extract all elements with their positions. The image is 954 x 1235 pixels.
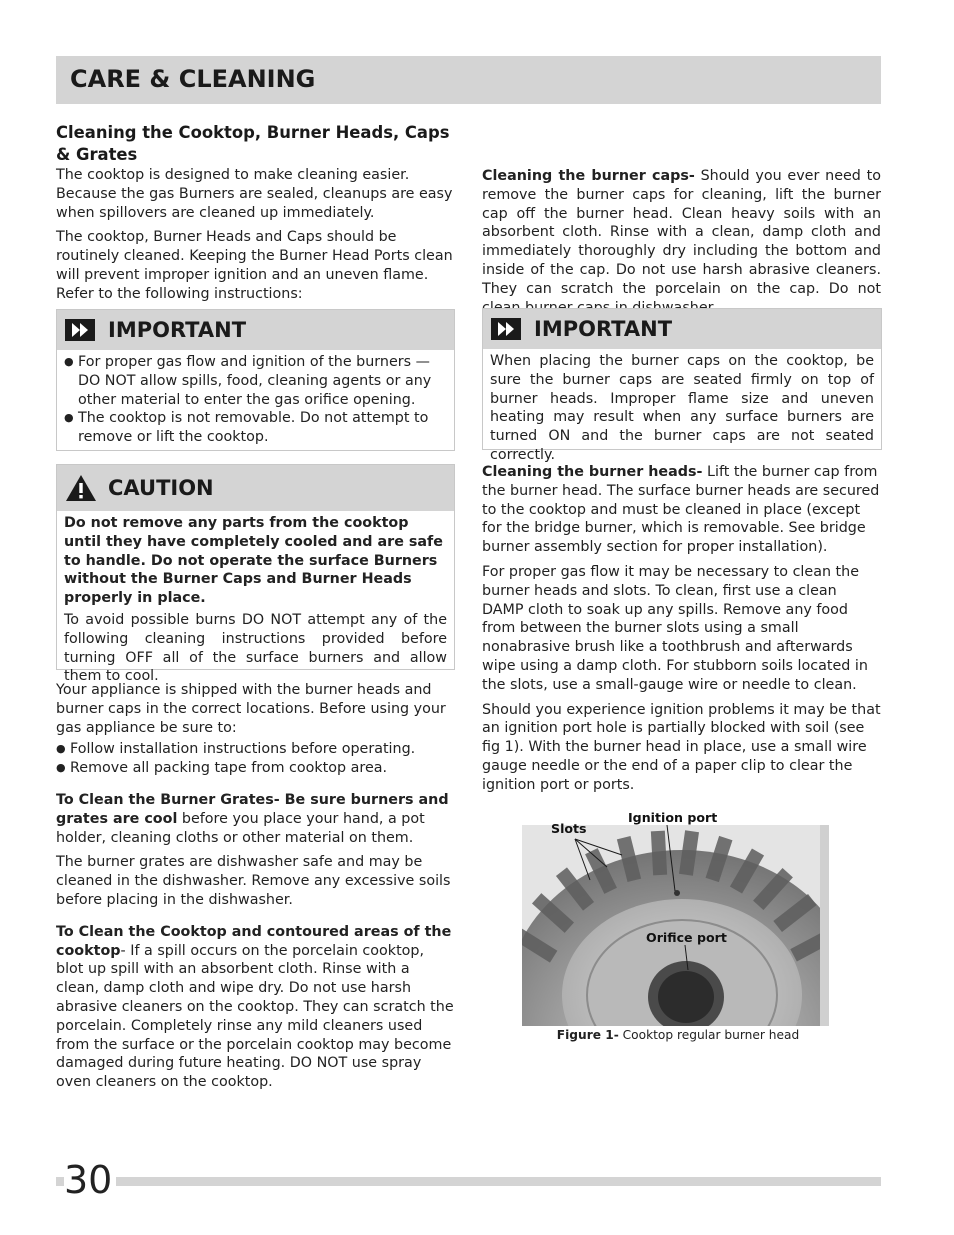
page-title: CARE & CLEANING bbox=[70, 65, 316, 93]
important-bullet-1: ● For proper gas flow and ignition of the burners — DO NOT allow spills, food, cleaning agents or any other material to enter the gas orifice opening. bbox=[64, 353, 447, 409]
ignition-port-label: Ignition port bbox=[628, 810, 718, 825]
caps-text: Should you ever need to remove the burner caps for cleaning, lift the burner cap off the burner head. Clean heavy soils with an absorbent cloth. Rinse with a clean, damp cloth and immediately thoroughly dry including the bottom and inside of the cap. Do not use harsh abrasive cleaners. They can scratch the porcelain on the cap. Do not bbox=[482, 168, 882, 297]
figure-caption-text: Cooktop regular burner head bbox=[618, 1028, 800, 1042]
important-box-right bbox=[482, 308, 882, 463]
arrow-right-icon bbox=[65, 319, 95, 341]
section-title: Cleaning the Cooktop, Burner Heads, Caps & Grates bbox=[56, 123, 450, 164]
shipped-bullet-2: ● Remove all packing tape from cooktop area. bbox=[56, 759, 454, 778]
left-intro bbox=[56, 122, 454, 304]
caps-bold: Cleaning the burner caps- bbox=[482, 168, 695, 184]
important-header bbox=[57, 310, 454, 350]
important-header bbox=[483, 309, 881, 349]
important-label: IMPORTANT bbox=[108, 318, 247, 342]
grates-bold: To Clean the Burner Grates- Be sure burners and grates are cool bbox=[56, 791, 449, 827]
arrow-right-icon bbox=[491, 318, 521, 340]
caps-paragraph bbox=[482, 167, 881, 317]
important-label: IMPORTANT bbox=[534, 317, 673, 341]
heads-paragraph bbox=[482, 463, 881, 557]
important-body bbox=[57, 350, 454, 451]
footer-bar bbox=[56, 1177, 881, 1186]
grates-paragraph-2: The burner grates are dishwasher safe and may be cleaned in the dishwasher. Remove any excessive soils before placing in the dishwasher. bbox=[56, 854, 451, 908]
gasflow-paragraph: For proper gas flow it may be necessary to clean the burner heads and slots. To clean, first use a clean DAMP cloth to soak up any spills. Remove any food from between the burner slots using a small nonabrasive brush like a toothbrush and afterwards wipe using a damp cloth. For stubborn soils located in the slots, use a small-gauge wire or needle to clean. bbox=[482, 563, 868, 693]
important-body bbox=[483, 349, 881, 469]
caution-bold-text: Do not remove any parts from the cooktop until they have completely cooled and are safe to handle. Do not operate the surface Burners without the Burner Caps and Burner Heads properly in place. bbox=[64, 515, 443, 607]
grates-paragraph bbox=[56, 791, 454, 847]
cooktop-bold: To Clean the Cooktop and contoured areas of the cooktop bbox=[56, 923, 452, 959]
cooktop-text: - If a spill occurs on the porcelain cooktop, blot up spill with an absorbent cloth. Rinse with a clean, damp cloth and wipe dry. Do not use harsh abrasive cleaners on the cooktop. They can scratch the porcelain. Completely rinse any mild cleaners used from the surface or the porcelain cooktop may become damaged during future heating. DO NOT use spray oven cleaners on the cooktop. bbox=[56, 942, 454, 1091]
intro-paragraph-2: The cooktop, Burner Heads and Caps should be routinely cleaned. Keeping the Burner Head Ports clean will prevent improper ignition and an uneven flame. Refer to the following instructions: bbox=[56, 229, 453, 302]
caution-text: To avoid possible burns DO NOT attempt any of the following cleaning instructions provided before turning OFF all of the surface burners and allow them to cool. bbox=[64, 611, 447, 685]
burner-head-illustration bbox=[522, 825, 829, 1026]
grates-text: before you place your hand, a pot holder, cleaning cloths or other material on them. bbox=[56, 810, 425, 846]
ignition-paragraph: Should you experience ignition problems it may be that an ignition port hole is partially blocked with soil (see fig 1). With the burner head in place, use a small wire gauge needle or the end of a paper clip to clear the ignition port or ports. bbox=[482, 701, 881, 793]
orifice-port-label: Orifice port bbox=[646, 930, 727, 945]
right-caps bbox=[482, 167, 881, 317]
caution-label: CAUTION bbox=[108, 476, 214, 500]
caution-header bbox=[57, 465, 454, 511]
caution-box bbox=[56, 464, 455, 685]
header-banner bbox=[56, 56, 881, 104]
heads-text: Lift the burner cap from the burner head. The surface burner heads are secured to the cooktop and must be cleaned in place (except for the bridge burner, which is removable. See bridge burner assembly section for proper installation). bbox=[482, 464, 880, 556]
important-box-left bbox=[56, 309, 455, 451]
warning-icon bbox=[65, 474, 97, 502]
cooktop-paragraph bbox=[56, 923, 454, 1092]
shipped-bullet-1: ● Follow installation instructions before operating. bbox=[56, 740, 454, 759]
page-number: 30 bbox=[64, 1158, 116, 1202]
right-lower bbox=[482, 463, 881, 795]
important-text: When placing the burner caps on the cooktop, be sure the burner caps are seated firmly on top of burner heads. Improper flame size and uneven heating may result when any surface burners are turned ON and the burner caps are not seated correctly. bbox=[490, 353, 874, 463]
heads-bold: Cleaning the burner heads- bbox=[482, 464, 703, 480]
figure-caption bbox=[482, 1027, 874, 1043]
slots-label: Slots bbox=[551, 821, 587, 836]
intro-paragraph-1: The cooktop is designed to make cleaning easier. Because the gas Burners are sealed, cleanups are easy when spillovers are cleaned up immediately. bbox=[56, 167, 453, 221]
left-lower bbox=[56, 681, 454, 1092]
burner-head-photo bbox=[522, 825, 829, 1026]
figure-caption-bold: Figure 1- bbox=[556, 1028, 619, 1042]
shipped-intro: Your appliance is shipped with the burner heads and burner caps in the correct locations. Before using your gas appliance be sure to: bbox=[56, 682, 446, 736]
caution-body bbox=[57, 511, 454, 690]
important-bullet-2: ● The cooktop is not removable. Do not attempt to remove or lift the cooktop. bbox=[64, 409, 447, 447]
